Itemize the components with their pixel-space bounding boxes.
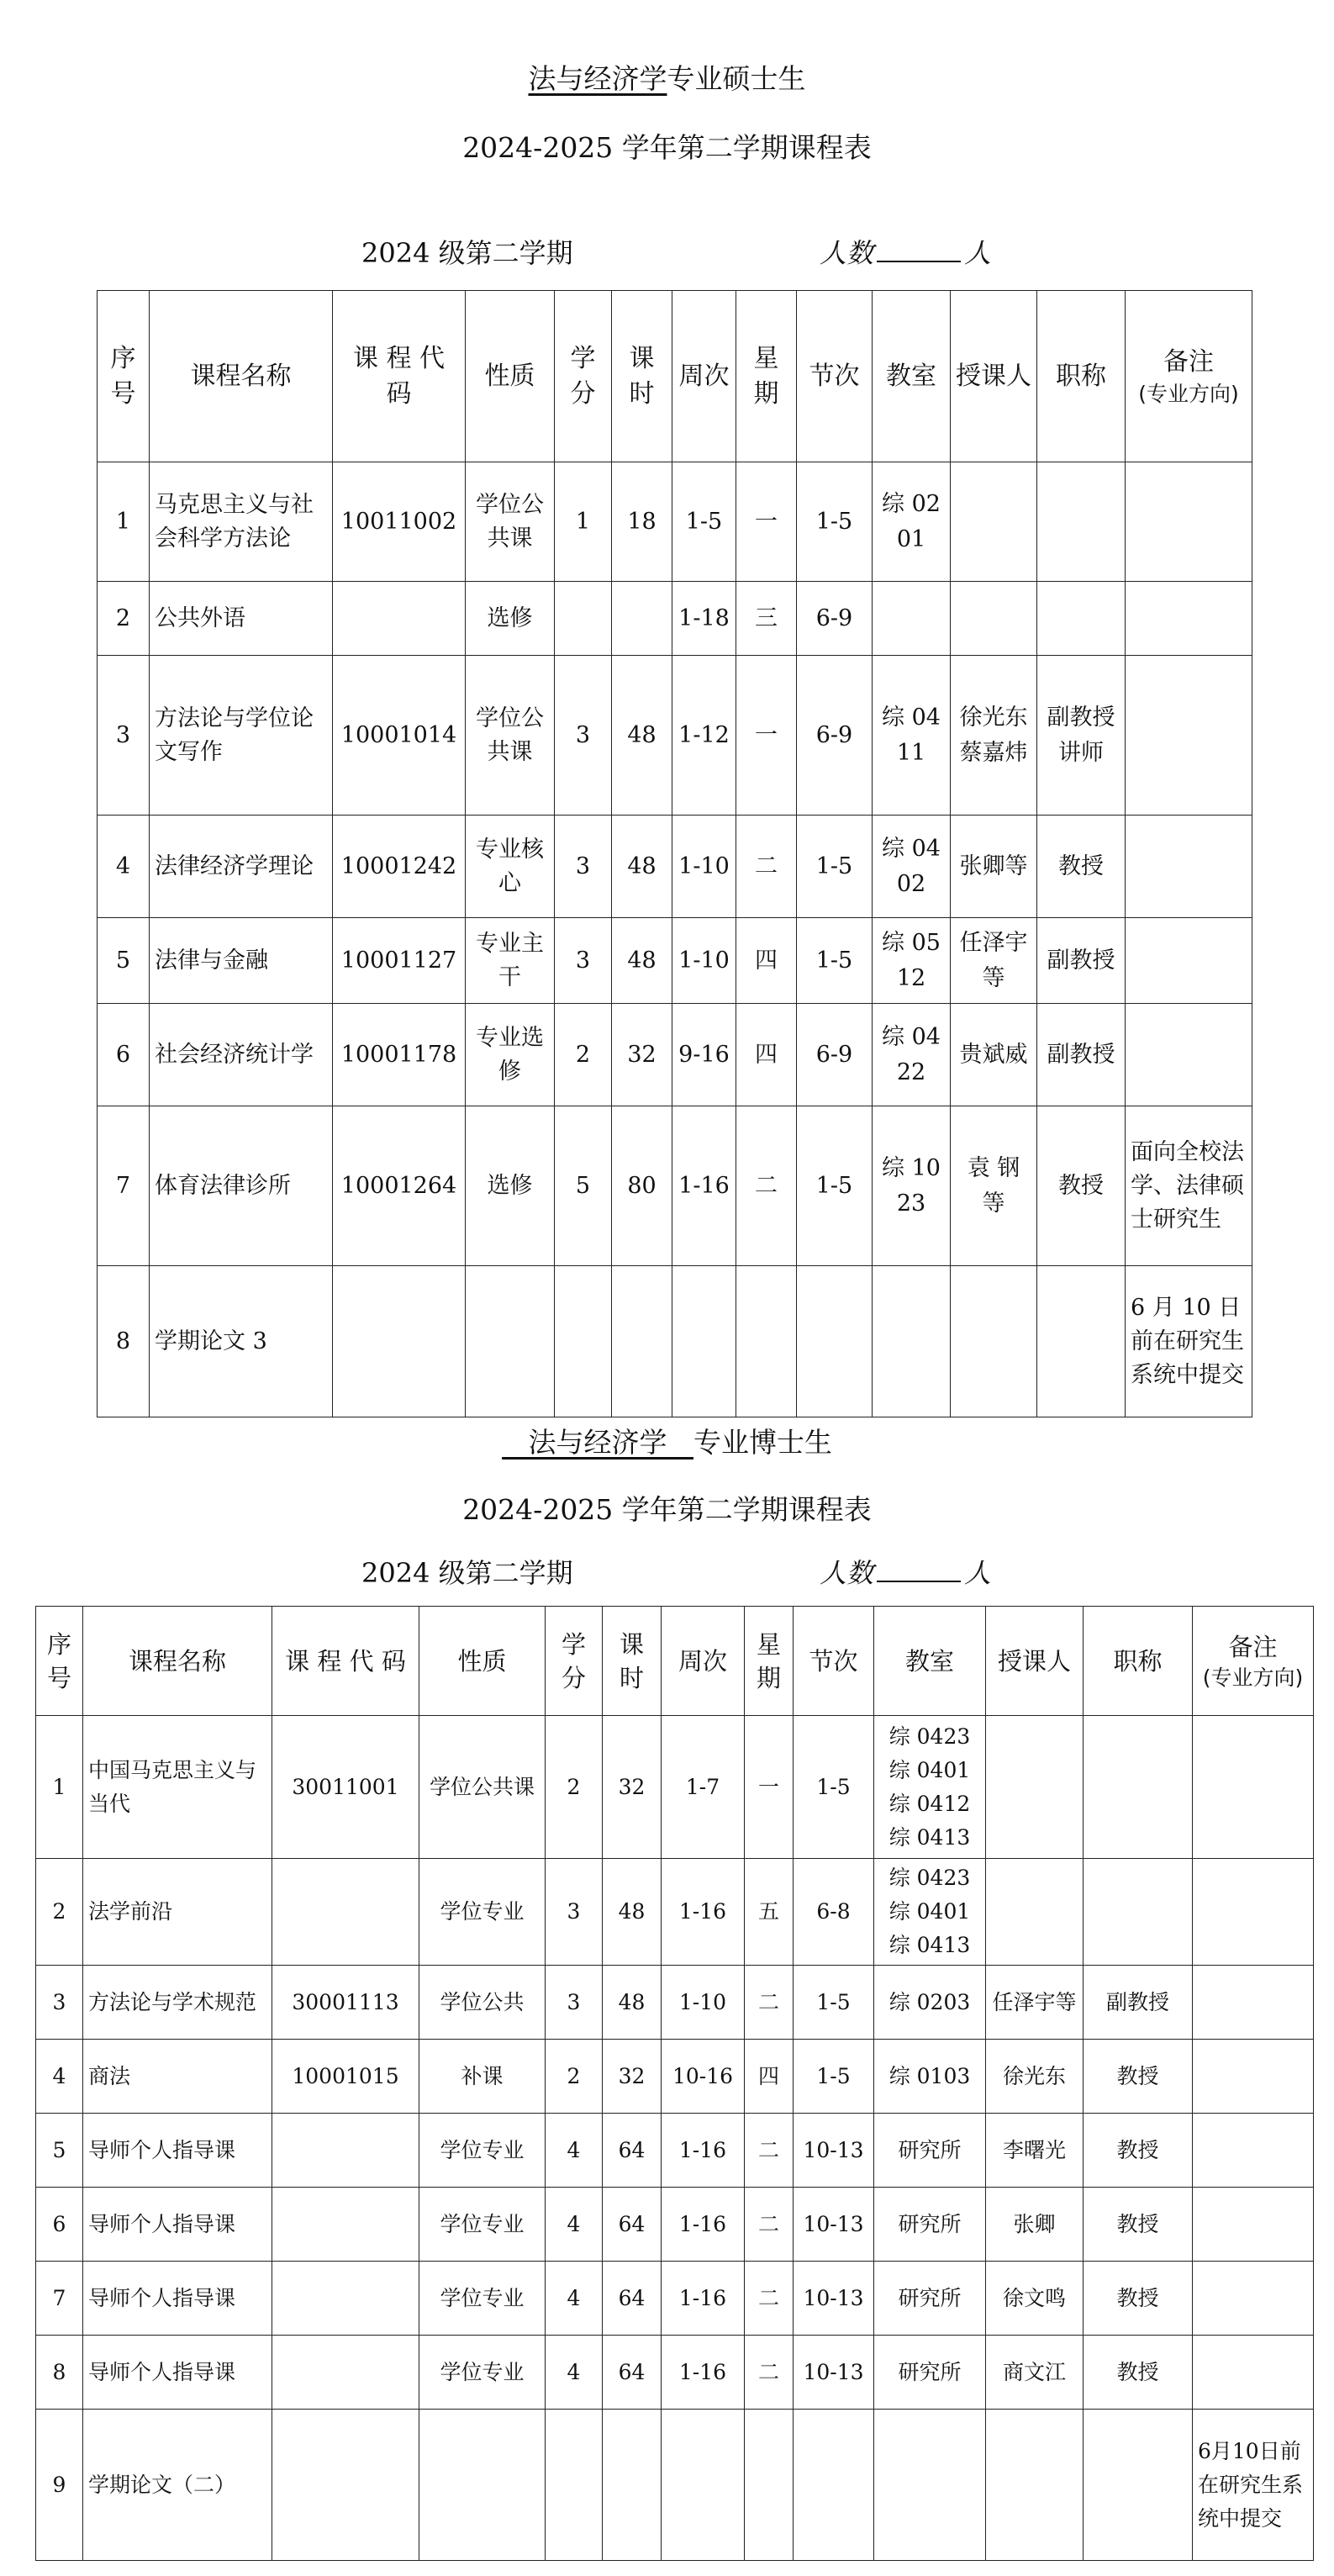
cell-credit: 4 [546, 2114, 603, 2188]
cell-rank: 副教授 [1037, 918, 1126, 1004]
cell-credit: 3 [546, 1966, 603, 2040]
cell-hours: 80 [612, 1106, 672, 1266]
cell-teacher: 张卿 [986, 2188, 1084, 2262]
table-row [98, 1266, 1252, 1417]
header-teacher: 授课人 [986, 1607, 1084, 1716]
cell-code [272, 2336, 419, 2410]
cell-code [333, 582, 466, 656]
header-credit: 学分 [555, 291, 612, 462]
cell-type: 学位专业 [419, 2114, 546, 2188]
header-name: 课程名称 [150, 291, 333, 462]
cell-no: 6 [36, 2188, 83, 2262]
cell-hours: 48 [612, 918, 672, 1004]
headcount-label: 人数 [820, 237, 874, 269]
cell-day: 四 [745, 2040, 794, 2114]
cell-period: 10-13 [794, 2262, 874, 2336]
table-row [36, 2188, 1314, 2262]
cell-teacher: 袁 钢 等 [951, 1106, 1037, 1266]
cell-period: 1-5 [797, 462, 873, 582]
table-row [36, 2410, 1314, 2561]
cell-note [1126, 918, 1252, 1004]
cell-code: 10011002 [333, 462, 466, 582]
cell-credit [546, 2410, 603, 2561]
cell-credit [555, 582, 612, 656]
table-row [36, 2114, 1314, 2188]
cell-rank [1037, 462, 1126, 582]
cell-note [1126, 1004, 1252, 1106]
header-rank: 职称 [1084, 1607, 1193, 1716]
cell-day [745, 2410, 794, 2561]
cell-teacher: 徐光东 蔡嘉炜 [951, 656, 1037, 816]
cell-weeks: 9-16 [672, 1004, 736, 1106]
cell-weeks: 1-16 [672, 1106, 736, 1266]
doctor-title [0, 1421, 1334, 1460]
header-note [1193, 1607, 1314, 1716]
header-code: 课 程 代 码 [333, 291, 466, 462]
header-credit: 学分 [546, 1607, 603, 1716]
cell-room [873, 582, 951, 656]
table-row [98, 656, 1252, 816]
cell-type: 学位公共课 [419, 1716, 546, 1859]
doctor-subtitle: 2024-2025 学年第二学期课程表 [462, 1493, 872, 1526]
cell-name: 导师个人指导课 [83, 2188, 272, 2262]
cell-period: 10-13 [794, 2188, 874, 2262]
cell-no: 8 [36, 2336, 83, 2410]
cell-note [1193, 1716, 1314, 1859]
cell-name: 法律与金融 [150, 918, 333, 1004]
cell-no: 5 [36, 2114, 83, 2188]
cell-name: 马克思主义与社会科学方法论 [150, 462, 333, 582]
master-headcount [820, 232, 991, 271]
cell-type: 学位公共课 [466, 462, 555, 582]
cell-type: 学位公共课 [466, 656, 555, 816]
header-code: 课 程 代 码 [272, 1607, 419, 1716]
cell-code [272, 2410, 419, 2561]
master-subtitle: 2024-2025 学年第二学期课程表 [462, 131, 872, 164]
cell-type: 专业主干 [466, 918, 555, 1004]
cell-period: 1-5 [797, 918, 873, 1004]
cell-weeks: 1-16 [662, 2262, 745, 2336]
headcount-blank [877, 1559, 961, 1582]
cell-room: 研究所 [874, 2114, 986, 2188]
cell-name: 方法论与学术规范 [83, 1966, 272, 2040]
cell-rank: 教授 [1084, 2040, 1193, 2114]
cell-room [874, 2410, 986, 2561]
cell-code: 10001127 [333, 918, 466, 1004]
cell-note [1126, 462, 1252, 582]
cell-name: 公共外语 [150, 582, 333, 656]
table-row [36, 2040, 1314, 2114]
table-row [36, 2262, 1314, 2336]
cell-code: 30011001 [272, 1716, 419, 1859]
cell-name: 法律经济学理论 [150, 816, 333, 918]
cell-code: 30001113 [272, 1966, 419, 2040]
cell-rank: 教授 [1084, 2114, 1193, 2188]
cell-day: 一 [745, 1716, 794, 1859]
cell-code: 10001264 [333, 1106, 466, 1266]
cell-period: 1-5 [797, 1106, 873, 1266]
cell-teacher [951, 582, 1037, 656]
cell-room: 综 1023 [873, 1106, 951, 1266]
master-degree: 专业硕士生 [667, 62, 806, 95]
cell-name: 方法论与学位论文写作 [150, 656, 333, 816]
cell-period: 6-9 [797, 656, 873, 816]
table-row [98, 1106, 1252, 1266]
cell-type: 学位专业 [419, 2262, 546, 2336]
cell-room [873, 1266, 951, 1417]
doctor-headcount [820, 1552, 991, 1591]
cell-credit: 4 [546, 2262, 603, 2336]
cell-day: 二 [736, 816, 797, 918]
cell-weeks [662, 2410, 745, 2561]
header-note-main: 备注 [1228, 1632, 1278, 1661]
headcount-unit: 人 [964, 1557, 992, 1589]
cell-credit: 3 [546, 1859, 603, 1966]
cell-period [797, 1266, 873, 1417]
header-note-sub: (专业方向) [1138, 381, 1239, 406]
cell-weeks: 1-16 [662, 2336, 745, 2410]
cell-code: 10001242 [333, 816, 466, 918]
cell-credit [555, 1266, 612, 1417]
cell-room: 综 0512 [873, 918, 951, 1004]
cell-weeks: 10-16 [662, 2040, 745, 2114]
master-title [0, 57, 1334, 97]
cell-period: 1-5 [794, 1966, 874, 2040]
cell-day: 二 [745, 2114, 794, 2188]
master-course-table [97, 290, 1252, 1417]
cell-hours: 32 [612, 1004, 672, 1106]
cell-weeks [672, 1266, 736, 1417]
cell-rank: 教授 [1084, 2336, 1193, 2410]
cell-code: 10001178 [333, 1004, 466, 1106]
cell-no: 3 [36, 1966, 83, 2040]
cell-weeks: 1-10 [672, 816, 736, 918]
table-row [98, 918, 1252, 1004]
header-period: 节次 [797, 291, 873, 462]
cell-hours [603, 2410, 662, 2561]
cell-type: 学位专业 [419, 2188, 546, 2262]
cell-note [1193, 1966, 1314, 2040]
header-type: 性质 [419, 1607, 546, 1716]
cell-room: 综 0423 综 0401 综 0412 综 0413 [874, 1716, 986, 1859]
cell-code [272, 2188, 419, 2262]
cell-no: 2 [36, 1859, 83, 1966]
cell-name: 中国马克思主义与当代 [83, 1716, 272, 1859]
cell-weeks: 1-16 [662, 2188, 745, 2262]
cell-credit: 3 [555, 816, 612, 918]
cell-no: 7 [36, 2262, 83, 2336]
header-no: 序号 [98, 291, 150, 462]
cell-teacher: 徐文鸣 [986, 2262, 1084, 2336]
cell-weeks: 1-12 [672, 656, 736, 816]
cell-period [794, 2410, 874, 2561]
cell-rank: 教授 [1037, 816, 1126, 918]
cell-period: 1-5 [794, 1716, 874, 1859]
table-header-row [98, 291, 1252, 462]
cell-note [1193, 2114, 1314, 2188]
header-name: 课程名称 [83, 1607, 272, 1716]
cell-no: 3 [98, 656, 150, 816]
table-row [98, 1004, 1252, 1106]
header-weeks: 周次 [672, 291, 736, 462]
cell-code [272, 2114, 419, 2188]
cell-note: 6 月 10 日前在研究生系统中提交 [1126, 1266, 1252, 1417]
cell-hours: 48 [603, 1966, 662, 2040]
cell-rank: 副教授 [1037, 1004, 1126, 1106]
cell-room: 研究所 [874, 2188, 986, 2262]
cell-name: 学期论文 3 [150, 1266, 333, 1417]
cell-hours: 32 [603, 2040, 662, 2114]
cell-no: 4 [36, 2040, 83, 2114]
cell-code [272, 1859, 419, 1966]
cell-note [1193, 2040, 1314, 2114]
cell-weeks: 1-7 [662, 1716, 745, 1859]
cell-day: 五 [745, 1859, 794, 1966]
cell-day: 三 [736, 582, 797, 656]
cell-hours: 18 [612, 462, 672, 582]
doctor-major [502, 1426, 693, 1459]
cell-note [1126, 816, 1252, 918]
header-no: 序号 [36, 1607, 83, 1716]
cell-rank [1084, 1859, 1193, 1966]
cell-note [1126, 582, 1252, 656]
cell-room: 综 0201 [873, 462, 951, 582]
cell-credit: 4 [546, 2336, 603, 2410]
cell-teacher: 任泽宇等 [951, 918, 1037, 1004]
cell-period: 1-5 [794, 2040, 874, 2114]
cell-period: 6-8 [794, 1859, 874, 1966]
cell-no: 7 [98, 1106, 150, 1266]
header-period: 节次 [794, 1607, 874, 1716]
cell-note [1193, 2336, 1314, 2410]
doctor-major-text: 法与经济学 [528, 1426, 667, 1459]
table-header-row [36, 1607, 1314, 1716]
cell-no: 1 [98, 462, 150, 582]
cell-room: 综 0411 [873, 656, 951, 816]
cell-rank [1084, 2410, 1193, 2561]
header-note-sub: (专业方向) [1202, 1665, 1304, 1690]
cell-type [419, 2410, 546, 2561]
cell-period: 6-9 [797, 582, 873, 656]
cell-weeks: 1-16 [662, 1859, 745, 1966]
cell-type: 专业核心 [466, 816, 555, 918]
cell-name: 商法 [83, 2040, 272, 2114]
headcount-unit: 人 [964, 237, 992, 269]
cell-type: 补课 [419, 2040, 546, 2114]
cell-no: 4 [98, 816, 150, 918]
header-teacher: 授课人 [951, 291, 1037, 462]
cell-teacher [986, 1716, 1084, 1859]
cell-code [272, 2262, 419, 2336]
table-row [36, 2336, 1314, 2410]
cell-room: 综 0423 综 0401 综 0413 [874, 1859, 986, 1966]
header-weeks: 周次 [662, 1607, 745, 1716]
cell-rank: 教授 [1084, 2262, 1193, 2336]
cell-teacher: 李曙光 [986, 2114, 1084, 2188]
cell-name: 法学前沿 [83, 1859, 272, 1966]
cell-type: 学位公共 [419, 1966, 546, 2040]
cell-weeks: 1-18 [672, 582, 736, 656]
cell-type: 选修 [466, 582, 555, 656]
cell-day: 四 [736, 918, 797, 1004]
cell-room: 研究所 [874, 2262, 986, 2336]
cell-hours: 64 [603, 2114, 662, 2188]
cell-code [333, 1266, 466, 1417]
cell-hours: 64 [603, 2336, 662, 2410]
cell-room: 综 0103 [874, 2040, 986, 2114]
cell-room: 综 0422 [873, 1004, 951, 1106]
cell-period: 10-13 [794, 2336, 874, 2410]
cell-no: 2 [98, 582, 150, 656]
master-major: 法与经济学 [528, 62, 667, 95]
cell-day: 二 [745, 2262, 794, 2336]
header-hours: 课时 [612, 291, 672, 462]
cell-teacher: 贵斌威 [951, 1004, 1037, 1106]
header-room: 教室 [874, 1607, 986, 1716]
cell-teacher [951, 1266, 1037, 1417]
header-day: 星期 [745, 1607, 794, 1716]
cell-hours [612, 1266, 672, 1417]
doctor-semester: 2024 级第二学期 [361, 1557, 573, 1589]
cell-type [466, 1266, 555, 1417]
table-row [98, 816, 1252, 918]
table-row [36, 1716, 1314, 1859]
cell-code: 10001015 [272, 2040, 419, 2114]
header-note [1126, 291, 1252, 462]
doctor-degree: 专业博士生 [693, 1426, 832, 1459]
cell-name: 导师个人指导课 [83, 2114, 272, 2188]
doctor-course-table [35, 1606, 1314, 2561]
cell-type: 学位专业 [419, 1859, 546, 1966]
headcount-label: 人数 [820, 1557, 874, 1589]
cell-rank [1084, 1716, 1193, 1859]
cell-period: 10-13 [794, 2114, 874, 2188]
cell-hours: 48 [612, 816, 672, 918]
cell-day: 二 [745, 1966, 794, 2040]
cell-type: 专业选修 [466, 1004, 555, 1106]
master-semester: 2024 级第二学期 [361, 237, 573, 269]
cell-note [1126, 656, 1252, 816]
cell-rank [1037, 1266, 1126, 1417]
cell-type: 选修 [466, 1106, 555, 1266]
cell-note: 6月10日前在研究生系统中提交 [1193, 2410, 1314, 2561]
cell-day: 四 [736, 1004, 797, 1106]
cell-rank: 副教授 [1084, 1966, 1193, 2040]
cell-name: 体育法律诊所 [150, 1106, 333, 1266]
cell-day: 二 [745, 2336, 794, 2410]
cell-teacher: 徐光东 [986, 2040, 1084, 2114]
cell-credit: 2 [546, 2040, 603, 2114]
cell-rank: 教授 [1037, 1106, 1126, 1266]
cell-day: 二 [736, 1106, 797, 1266]
cell-hours: 32 [603, 1716, 662, 1859]
cell-hours: 64 [603, 2262, 662, 2336]
table-row [98, 582, 1252, 656]
cell-note [1193, 2262, 1314, 2336]
cell-hours [612, 582, 672, 656]
cell-code: 10001014 [333, 656, 466, 816]
cell-weeks: 1-10 [672, 918, 736, 1004]
cell-teacher [986, 2410, 1084, 2561]
cell-teacher [986, 1859, 1084, 1966]
cell-hours: 48 [603, 1859, 662, 1966]
cell-day: 一 [736, 656, 797, 816]
cell-room: 研究所 [874, 2336, 986, 2410]
cell-credit: 1 [555, 462, 612, 582]
cell-no: 9 [36, 2410, 83, 2561]
table-row [36, 1966, 1314, 2040]
cell-day: 一 [736, 462, 797, 582]
cell-teacher: 任泽宇等 [986, 1966, 1084, 2040]
cell-rank [1037, 582, 1126, 656]
cell-room: 综 0402 [873, 816, 951, 918]
table-row [36, 1859, 1314, 1966]
cell-weeks: 1-16 [662, 2114, 745, 2188]
header-day: 星期 [736, 291, 797, 462]
cell-period: 6-9 [797, 1004, 873, 1106]
cell-day: 二 [745, 2188, 794, 2262]
cell-hours: 64 [603, 2188, 662, 2262]
header-hours: 课时 [603, 1607, 662, 1716]
cell-rank: 副教授 讲师 [1037, 656, 1126, 816]
header-rank: 职称 [1037, 291, 1126, 462]
cell-room: 综 0203 [874, 1966, 986, 2040]
table-row [98, 462, 1252, 582]
cell-teacher: 张卿等 [951, 816, 1037, 918]
cell-note [1193, 1859, 1314, 1966]
cell-period: 1-5 [797, 816, 873, 918]
cell-no: 6 [98, 1004, 150, 1106]
cell-no: 5 [98, 918, 150, 1004]
cell-hours: 48 [612, 656, 672, 816]
headcount-blank [877, 239, 961, 262]
cell-credit: 3 [555, 656, 612, 816]
cell-weeks: 1-10 [662, 1966, 745, 2040]
cell-note: 面向全校法学、法律硕士研究生 [1126, 1106, 1252, 1266]
cell-name: 社会经济统计学 [150, 1004, 333, 1106]
header-note-main: 备注 [1163, 346, 1214, 377]
cell-credit: 2 [546, 1716, 603, 1859]
cell-day [736, 1266, 797, 1417]
cell-name: 学期论文（二） [83, 2410, 272, 2561]
cell-note [1193, 2188, 1314, 2262]
cell-teacher: 商文江 [986, 2336, 1084, 2410]
cell-rank: 教授 [1084, 2188, 1193, 2262]
cell-no: 1 [36, 1716, 83, 1859]
cell-weeks: 1-5 [672, 462, 736, 582]
cell-no: 8 [98, 1266, 150, 1417]
cell-type: 学位专业 [419, 2336, 546, 2410]
cell-name: 导师个人指导课 [83, 2336, 272, 2410]
cell-credit: 5 [555, 1106, 612, 1266]
header-type: 性质 [466, 291, 555, 462]
header-room: 教室 [873, 291, 951, 462]
cell-credit: 4 [546, 2188, 603, 2262]
cell-name: 导师个人指导课 [83, 2262, 272, 2336]
cell-credit: 2 [555, 1004, 612, 1106]
cell-credit: 3 [555, 918, 612, 1004]
cell-teacher [951, 462, 1037, 582]
